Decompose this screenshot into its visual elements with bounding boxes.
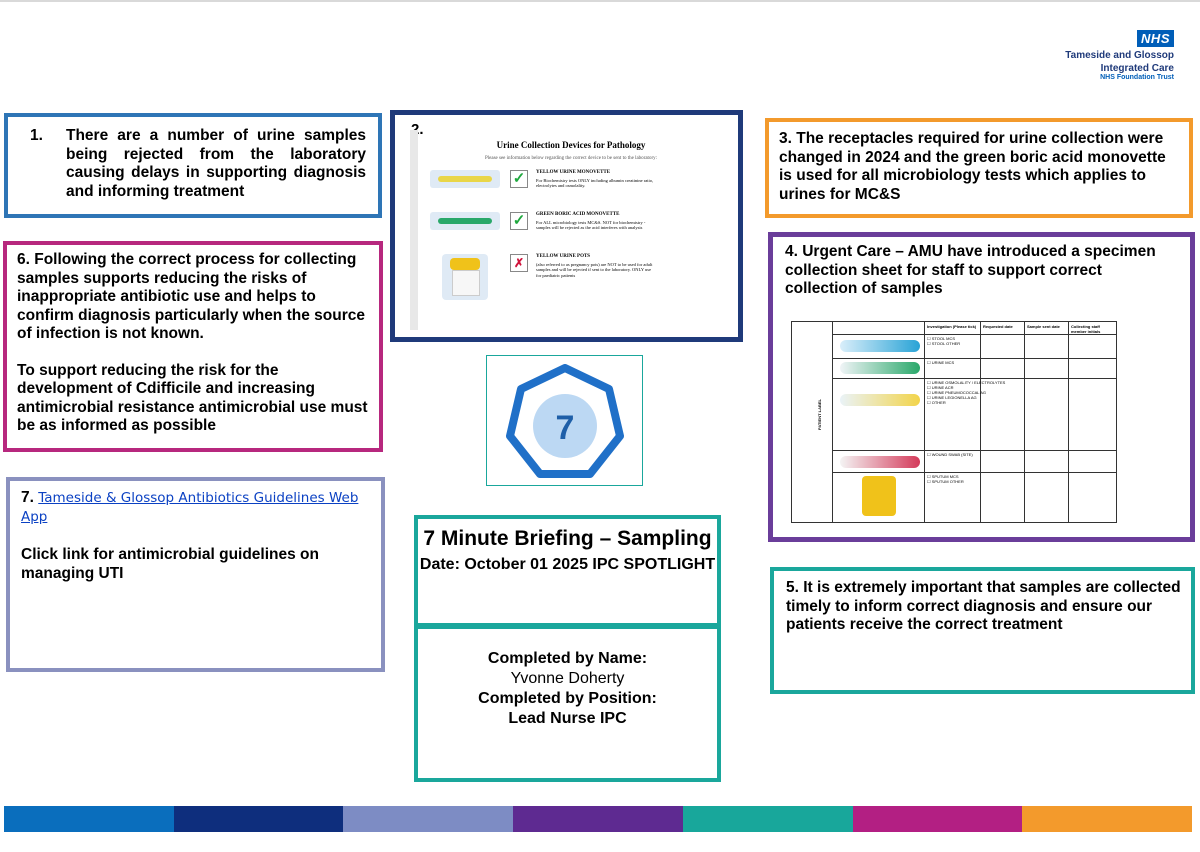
completed-name-label: Completed by Name: (487, 650, 648, 667)
point-6-text (17, 251, 371, 436)
point-6-para-1: 6. Following the correct process for collecting samples supports reducing the risks of inappropriate antibiotic use and helps to confirm diagnosis particularly when the source of infection is not known. (17, 251, 365, 342)
logo-line-2: Integrated Care (1100, 63, 1174, 74)
completed-name: Yvonne Doherty (510, 670, 625, 687)
doc-title: Urine Collection Devices for Pathology (496, 140, 646, 150)
form-header: Collecting staff member initials (1071, 324, 1101, 334)
urine-green-tube-image (840, 362, 920, 374)
device-row-yellow-pot (430, 254, 654, 300)
form-item-label: WOUND SWAB (SITE) (931, 452, 973, 457)
form-row-line (832, 450, 1116, 451)
form-item-label: STOOL MCS (931, 336, 956, 341)
point-7-text (21, 489, 371, 583)
cross-icon: ✗ (510, 254, 528, 272)
urine-yellow-tube-image (840, 394, 920, 406)
point-2-number: 2. (411, 121, 424, 138)
urine-devices-document (410, 130, 720, 330)
doc-intro: Please see information below regarding the correct device to be sent to the laboratory: (484, 156, 658, 161)
form-row-line (832, 334, 1116, 335)
seven-badge-box (486, 355, 643, 486)
form-col-line (1024, 322, 1025, 522)
form-item-label: URINE OSMOLALITY / ELECTROLYTES (931, 380, 1006, 385)
completed-by-box (414, 625, 721, 782)
device-row-text (536, 170, 654, 189)
footer-bar (853, 806, 1023, 832)
top-rule (0, 0, 1200, 2)
footer-bar (513, 806, 683, 832)
form-header: Investigation (Please tick) (927, 324, 977, 329)
device-row-text (536, 212, 654, 231)
logo-line-1: Tameside and Glossop (1065, 50, 1174, 61)
patient-label: PATIENT LABEL (816, 399, 822, 430)
form-item: ☐ SPUTUM MCS ☐ SPUTUM OTHER (927, 474, 964, 484)
briefing-title (418, 527, 717, 574)
device-row-yellow-monovette (430, 170, 654, 189)
footer-bar (174, 806, 344, 832)
logo-line-3: NHS Foundation Trust (1100, 74, 1174, 81)
completed-by-text (418, 649, 717, 729)
point-4-box (768, 232, 1195, 542)
form-item: ☐ URINE OSMOLALITY / ELECTROLYTES ☐ URINE ACR ☐ URINE PNEUMOCOCCAL AG ☐ URINE LEGIONELLA AG ☐ OTHER (927, 380, 1006, 405)
point-1-box (4, 113, 382, 218)
yellow-monovette-image (430, 170, 500, 188)
device-heading: GREEN BORIC ACID MONOVETTE (536, 212, 620, 217)
briefing-title-box (414, 515, 721, 627)
point-1-text (30, 127, 366, 201)
form-item: ☐ WOUND SWAB (SITE) (927, 452, 973, 457)
form-item-label: SPUTUM MCS (931, 474, 959, 479)
footer-bar (4, 806, 174, 832)
device-description: For ALL microbiology tests MC&S. NOT for biochemistry - samples will be rejected as the acid interferes with analysis (536, 219, 646, 230)
point-1-body: There are a number of urine samples being rejected from the laboratory causing delays in supporting diagnosis and informing treatment (66, 127, 366, 200)
stool-tube-image (840, 340, 920, 352)
specimen-collection-sheet (791, 321, 1117, 523)
form-item-label: URINE MCS (931, 360, 955, 365)
tick-icon: ✓ (510, 170, 528, 188)
device-row-text (536, 254, 654, 278)
form-header: Requested date (983, 324, 1013, 329)
point-7-box (6, 477, 385, 672)
point-7-instruction: Click link for antimicrobial guidelines on managing UTI (21, 546, 319, 582)
point-2-box (390, 110, 743, 342)
wound-swab-image (840, 456, 920, 468)
heptagon-badge (499, 364, 631, 478)
badge-number: 7 (555, 409, 575, 447)
device-heading: YELLOW URINE MONOVETTE (536, 170, 611, 175)
point-4-text: 4. Urgent Care – AMU have introduced a specimen collection sheet for staff to support correct collection of samples (785, 243, 1156, 297)
form-col-line (980, 322, 981, 522)
point-1-number: 1. (30, 127, 43, 144)
device-description: (also referred to as pregnancy pots) are NOT to be used for adult samples and will be rejected if sent to the laboratory. ONLY use for paediatric patients (536, 261, 653, 278)
point-6-box (3, 241, 383, 452)
point-6-para-2: To support reducing the risk for the development of Cdifficile and increasing antimicrobial resistance antimicrobial use must be as informed as possible (17, 361, 368, 434)
form-col-line (1068, 322, 1069, 522)
form-item-label: URINE ACR (931, 385, 954, 390)
briefing-heading: 7 Minute Briefing – Sampling (423, 527, 712, 550)
device-row-green-monovette (430, 212, 654, 231)
form-item-label: OTHER (931, 400, 946, 405)
point-3-text: 3. The receptacles required for urine collection were changed in 2024 and the green boric acid monovette is used for all microbiology tests which applies to urines for MC&S (779, 130, 1166, 203)
green-monovette-image (430, 212, 500, 230)
point-5-text: 5. It is extremely important that samples are collected timely to inform correct diagnosis and ensure our patients receive the correct treatment (786, 579, 1181, 633)
form-row-line (832, 378, 1116, 379)
briefing-date: Date: October 01 2025 IPC SPOTLIGHT (419, 556, 716, 573)
point-3-box (765, 118, 1193, 218)
tick-icon: ✓ (510, 212, 528, 230)
nhs-badge: NHS (1137, 30, 1174, 47)
form-header: Sample sent date (1027, 324, 1060, 329)
form-row-line (832, 358, 1116, 359)
footer-bar (343, 806, 513, 832)
yellow-urine-pot-image (442, 254, 488, 300)
sputum-pot-image (862, 476, 896, 516)
device-description: For Biochemistry tests ONLY including albumin creatinine ratio, electrolytes and osmolality. (536, 177, 654, 188)
device-heading: YELLOW URINE POTS (536, 254, 591, 259)
form-row-line (832, 472, 1116, 473)
form-item-label: URINE PNEUMOCOCCAL AG (931, 390, 987, 395)
antibiotics-guidelines-link[interactable]: Tameside & Glossop Antibiotics Guidelines Web App (21, 490, 359, 525)
footer-bar (683, 806, 853, 832)
form-item: ☐ STOOL MCS ☐ STOOL OTHER (927, 336, 961, 346)
nhs-trust-logo (1065, 30, 1174, 81)
form-item: ☐ URINE MCS (927, 360, 955, 365)
completed-position: Lead Nurse IPC (508, 710, 627, 727)
point-7-number: 7. (21, 489, 34, 506)
form-item-label: URINE LEGIONELLA AG (931, 395, 977, 400)
form-col-line (924, 322, 925, 522)
completed-position-label: Completed by Position: (478, 690, 657, 707)
point-5-box (770, 567, 1195, 694)
form-col-line (832, 322, 833, 522)
form-item-label: SPUTUM OTHER (931, 479, 964, 484)
form-item-label: STOOL OTHER (931, 341, 961, 346)
footer-colour-bars (4, 806, 1192, 832)
footer-bar (1022, 806, 1192, 832)
